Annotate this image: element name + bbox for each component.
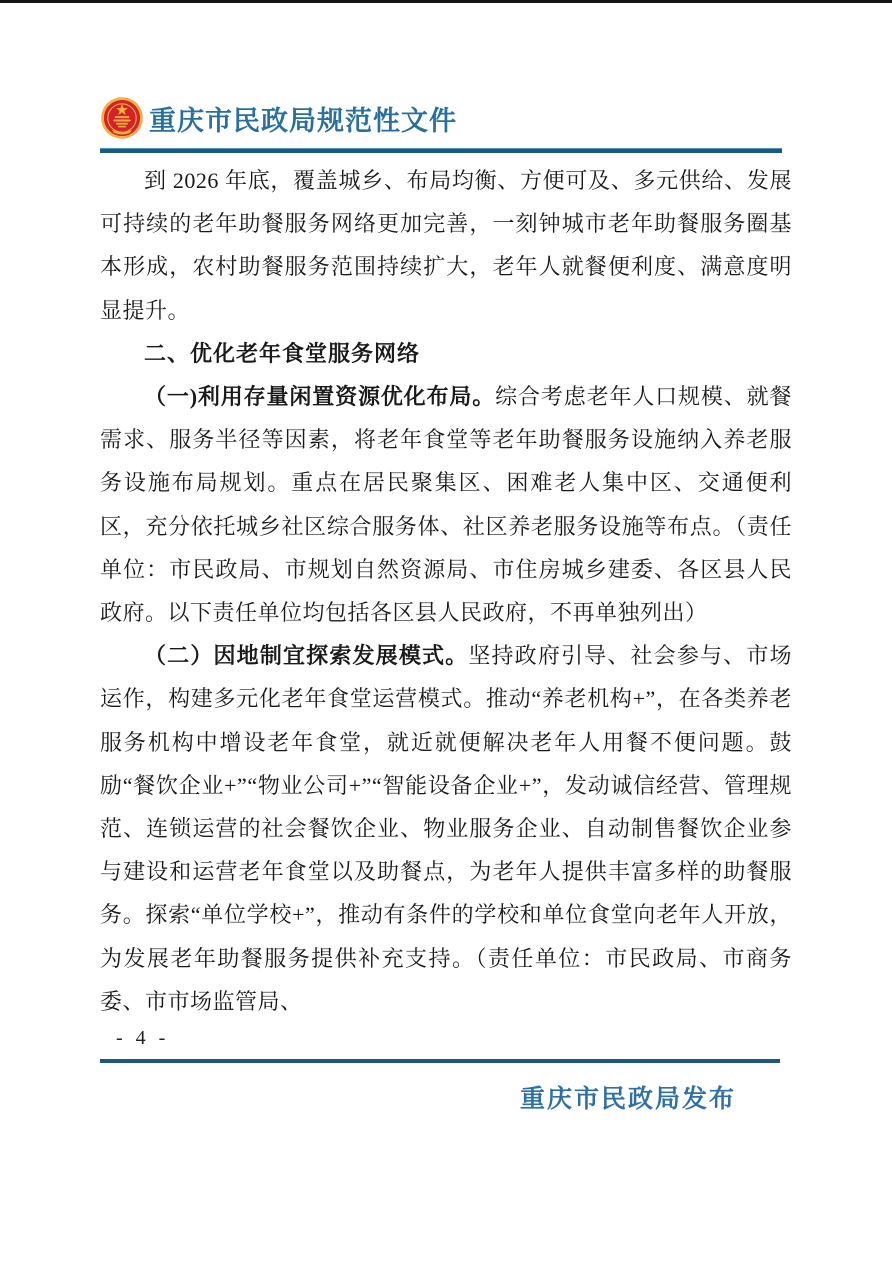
document-header	[100, 92, 792, 144]
publisher-label: 重庆市民政局发布	[519, 1085, 736, 1114]
paragraph: （一)利用存量闲置资源优化布局。综合考虑老年人口规模、就餐需求、服务半径等因素，将老年食堂等老年助餐服务设施纳入养老服务设施布局规划。重点在居民聚集区、困难老人集中区、交通便利区，充分依托城乡社区综合服务体、社区养老服务设施等布点。（责任单位：市民政局、市规划自然资源局、市住房城乡建委、各区县人民政府。以下责任单位均包括各区县人民政府，不再单独列出）	[100, 384, 792, 626]
paragraph-lead: （一)利用存量闲置资源优化布局。	[144, 384, 496, 410]
page-number: - 4 -	[116, 1027, 170, 1050]
page-top-border	[0, 0, 892, 3]
paragraph: 到 2026 年底，覆盖城乡、布局均衡、方便可及、多元供给、发展可持续的老年助餐服务网络更加完善，一刻钟城市老年助餐服务圈基本形成，农村助餐服务范围持续扩大，老年人就餐便利度、满意度明显提升。	[100, 168, 792, 323]
footer-divider	[100, 1059, 780, 1063]
document-content	[100, 92, 792, 1115]
paragraph-lead: （二）因地制宜探索发展模式。	[144, 643, 469, 669]
document-header-title: 重庆市民政局规范性文件	[149, 105, 457, 136]
paragraph: （二）因地制宜探索发展模式。坚持政府引导、社会参与、市场运作，构建多元化老年食堂运营模式。推动“养老机构+”，在各类养老服务机构中增设老年食堂，就近就便解决老年人用餐不便问题。鼓励“餐饮企业+”“物业公司+”“智能设备企业+”，发动诚信经营、管理规范、连锁运营的社会餐饮企业、物业服务企业、自动制售餐饮企业参与建设和运营老年食堂以及助餐点，为老年人提供丰富多样的助餐服务。探索“单位学校+”，推动有条件的学校和单位食堂向老年人开放，为发展老年助餐服务提供补充支持。（责任单位：市民政局、市商务委、市市场监管局、	[100, 643, 792, 1014]
header-divider	[100, 148, 782, 153]
document-body	[100, 159, 792, 1023]
china-national-emblem-icon	[100, 96, 144, 140]
section-heading: 二、优化老年食堂服务网络	[144, 340, 421, 366]
publisher-row	[100, 1079, 792, 1115]
